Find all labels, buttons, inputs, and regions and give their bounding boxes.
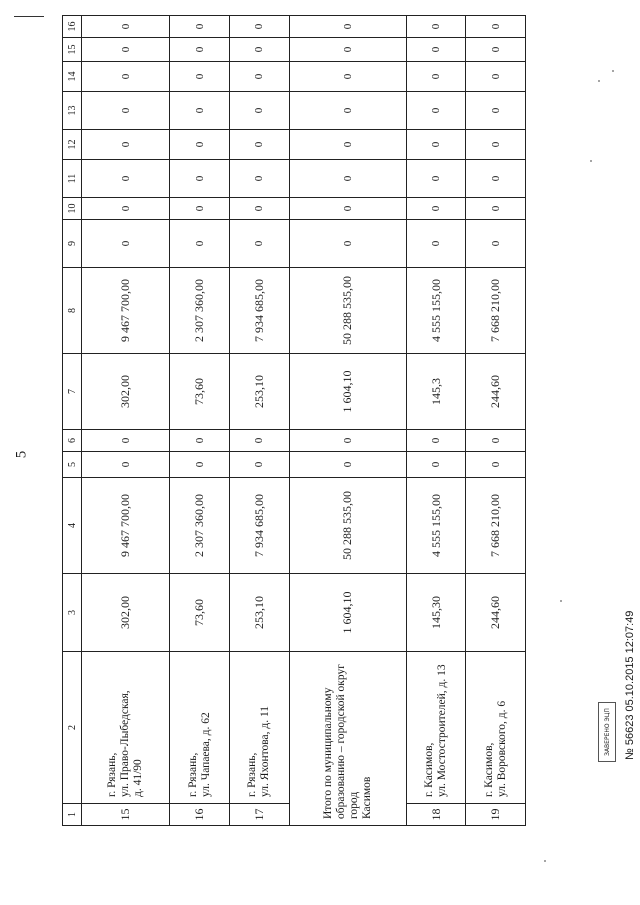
cell-col-15: 0: [289, 38, 406, 62]
cell-col-7: 253,10: [229, 354, 289, 430]
cell-col-6: 0: [170, 430, 230, 452]
row-number: 19: [466, 804, 526, 826]
address-line: ул. Мостостроителей, д. 13: [436, 664, 448, 797]
cell-col-9: 0: [229, 220, 289, 268]
scan-speck: [544, 860, 546, 862]
cell-col-14: 0: [406, 62, 466, 92]
table-row: [82, 16, 170, 826]
cell-col-13: 0: [406, 92, 466, 130]
address-line: г. Рязань,: [106, 752, 119, 797]
column-number-14: 14: [63, 62, 82, 92]
cell-col-8: 2 307 360,00: [170, 268, 230, 354]
cell-col-15: 0: [466, 38, 526, 62]
cell-col-16: 0: [170, 16, 230, 38]
cell-col-7: 302,00: [82, 354, 170, 430]
cell-col-14: 0: [289, 62, 406, 92]
scan-speck: [612, 70, 614, 72]
row-number: 18: [406, 804, 466, 826]
cell-col-13: 0: [170, 92, 230, 130]
cell-col-10: 0: [406, 198, 466, 220]
cell-col-8: 50 288 535,00: [289, 268, 406, 354]
cell-col-5: 0: [170, 452, 230, 478]
cell-col-10: 0: [170, 198, 230, 220]
cell-col-9: 0: [289, 220, 406, 268]
address-line: ул. Право-Лыбедская,: [119, 690, 132, 797]
cell-col-11: 0: [289, 160, 406, 198]
table-row: [466, 16, 526, 826]
cell-col-6: 0: [82, 430, 170, 452]
address-line: г. Рязань,: [186, 752, 199, 797]
cell-col-15: 0: [170, 38, 230, 62]
cell-col-14: 0: [170, 62, 230, 92]
address-line: д. 41/90: [132, 759, 145, 797]
cell-col-5: 0: [289, 452, 406, 478]
cell-col-5: 0: [406, 452, 466, 478]
cell-col-15: 0: [406, 38, 466, 62]
column-number-12: 12: [63, 130, 82, 160]
address-cell: [170, 652, 230, 804]
cell-col-13: 0: [289, 92, 406, 130]
document-registration-info: № 56623 05.10.2015 12:07:49: [624, 610, 636, 760]
cell-col-11: 0: [170, 160, 230, 198]
cell-col-15: 0: [229, 38, 289, 62]
cell-col-4: 7 934 685,00: [229, 478, 289, 574]
cell-col-3: 302,00: [82, 574, 170, 652]
cell-col-10: 0: [466, 198, 526, 220]
column-number-10: 10: [63, 198, 82, 220]
cell-col-13: 0: [229, 92, 289, 130]
address-line: ул. Чапаева, д. 62: [199, 712, 212, 797]
scan-speck: [590, 160, 592, 162]
cell-col-9: 0: [406, 220, 466, 268]
cell-col-15: 0: [82, 38, 170, 62]
cell-col-8: 9 467 700,00: [82, 268, 170, 354]
cell-col-14: 0: [229, 62, 289, 92]
cell-col-16: 0: [229, 16, 289, 38]
cell-col-4: 2 307 360,00: [170, 478, 230, 574]
cell-col-16: 0: [406, 16, 466, 38]
column-number-9: 9: [63, 220, 82, 268]
row-number: 16: [170, 804, 230, 826]
column-number-5: 5: [63, 452, 82, 478]
scan-speck: [598, 80, 600, 82]
cell-col-7: 244,60: [466, 354, 526, 430]
column-number-2: 2: [63, 652, 82, 804]
cell-col-4: 9 467 700,00: [82, 478, 170, 574]
cell-col-8: 7 668 210,00: [466, 268, 526, 354]
address-cell: [466, 652, 526, 804]
column-number-1: 1: [63, 804, 82, 826]
table-row: [406, 16, 466, 826]
top-dash-mark: [14, 16, 44, 17]
cell-col-3: 145,30: [406, 574, 466, 652]
cell-col-11: 0: [406, 160, 466, 198]
table-row: [170, 16, 230, 826]
cell-col-13: 0: [466, 92, 526, 130]
cell-col-13: 0: [82, 92, 170, 130]
address-cell: [406, 652, 466, 804]
cell-col-16: 0: [289, 16, 406, 38]
column-number-15: 15: [63, 38, 82, 62]
address-line: Касимов: [360, 776, 373, 819]
column-number-16: 16: [63, 16, 82, 38]
cell-col-10: 0: [229, 198, 289, 220]
column-number-4: 4: [63, 478, 82, 574]
cell-col-12: 0: [289, 130, 406, 160]
cell-col-10: 0: [82, 198, 170, 220]
column-number-3: 3: [63, 574, 82, 652]
address-line: образованию – городской округ город: [334, 664, 360, 819]
address-cell: [82, 652, 170, 804]
scan-speck: [560, 600, 562, 602]
data-table: [62, 15, 526, 826]
address-line: г. Касимов,: [423, 742, 435, 797]
cell-col-12: 0: [466, 130, 526, 160]
cell-col-12: 0: [406, 130, 466, 160]
address-line: ул. Воровского, д. 6: [495, 700, 508, 797]
page-number: 5: [13, 450, 30, 459]
cell-col-5: 0: [229, 452, 289, 478]
address-line: г. Рязань,: [246, 752, 259, 797]
cell-col-8: 7 934 685,00: [229, 268, 289, 354]
cell-col-11: 0: [82, 160, 170, 198]
column-number-8: 8: [63, 268, 82, 354]
column-number-13: 13: [63, 92, 82, 130]
cell-col-7: 73,60: [170, 354, 230, 430]
address-line: Итого по муниципальному: [321, 687, 334, 819]
cell-col-12: 0: [82, 130, 170, 160]
address-cell: [229, 652, 289, 804]
cell-col-7: 145,3: [406, 354, 466, 430]
cell-col-12: 0: [229, 130, 289, 160]
header-row: [63, 16, 82, 826]
address-line: ул. Яхонтова, д. 11: [259, 705, 272, 797]
cell-col-6: 0: [406, 430, 466, 452]
cell-col-3: 253,10: [229, 574, 289, 652]
cell-col-11: 0: [229, 160, 289, 198]
rotated-table-wrapper: [62, 16, 526, 826]
cell-col-12: 0: [170, 130, 230, 160]
cell-col-6: 0: [466, 430, 526, 452]
cell-col-3: 73,60: [170, 574, 230, 652]
column-number-11: 11: [63, 160, 82, 198]
column-number-6: 6: [63, 430, 82, 452]
row-number: 15: [82, 804, 170, 826]
cell-col-5: 0: [82, 452, 170, 478]
signature-stamp: ЗАВЕРЕНО ЭЦП: [598, 702, 616, 762]
cell-col-6: 0: [289, 430, 406, 452]
cell-col-4: 7 668 210,00: [466, 478, 526, 574]
table-row: [229, 16, 289, 826]
cell-col-14: 0: [466, 62, 526, 92]
cell-col-9: 0: [170, 220, 230, 268]
cell-col-8: 4 555 155,00: [406, 268, 466, 354]
cell-col-5: 0: [466, 452, 526, 478]
cell-col-14: 0: [82, 62, 170, 92]
cell-col-16: 0: [466, 16, 526, 38]
cell-col-6: 0: [229, 430, 289, 452]
cell-col-3: 1 604,10: [289, 574, 406, 652]
address-line: г. Касимов,: [482, 742, 495, 797]
total-label: [289, 652, 406, 826]
cell-col-16: 0: [82, 16, 170, 38]
total-row: [289, 16, 406, 826]
cell-col-11: 0: [466, 160, 526, 198]
cell-col-9: 0: [466, 220, 526, 268]
column-number-7: 7: [63, 354, 82, 430]
cell-col-10: 0: [289, 198, 406, 220]
cell-col-3: 244,60: [466, 574, 526, 652]
row-number: 17: [229, 804, 289, 826]
cell-col-4: 4 555 155,00: [406, 478, 466, 574]
cell-col-4: 50 288 535,00: [289, 478, 406, 574]
cell-col-9: 0: [82, 220, 170, 268]
cell-col-7: 1 604,10: [289, 354, 406, 430]
